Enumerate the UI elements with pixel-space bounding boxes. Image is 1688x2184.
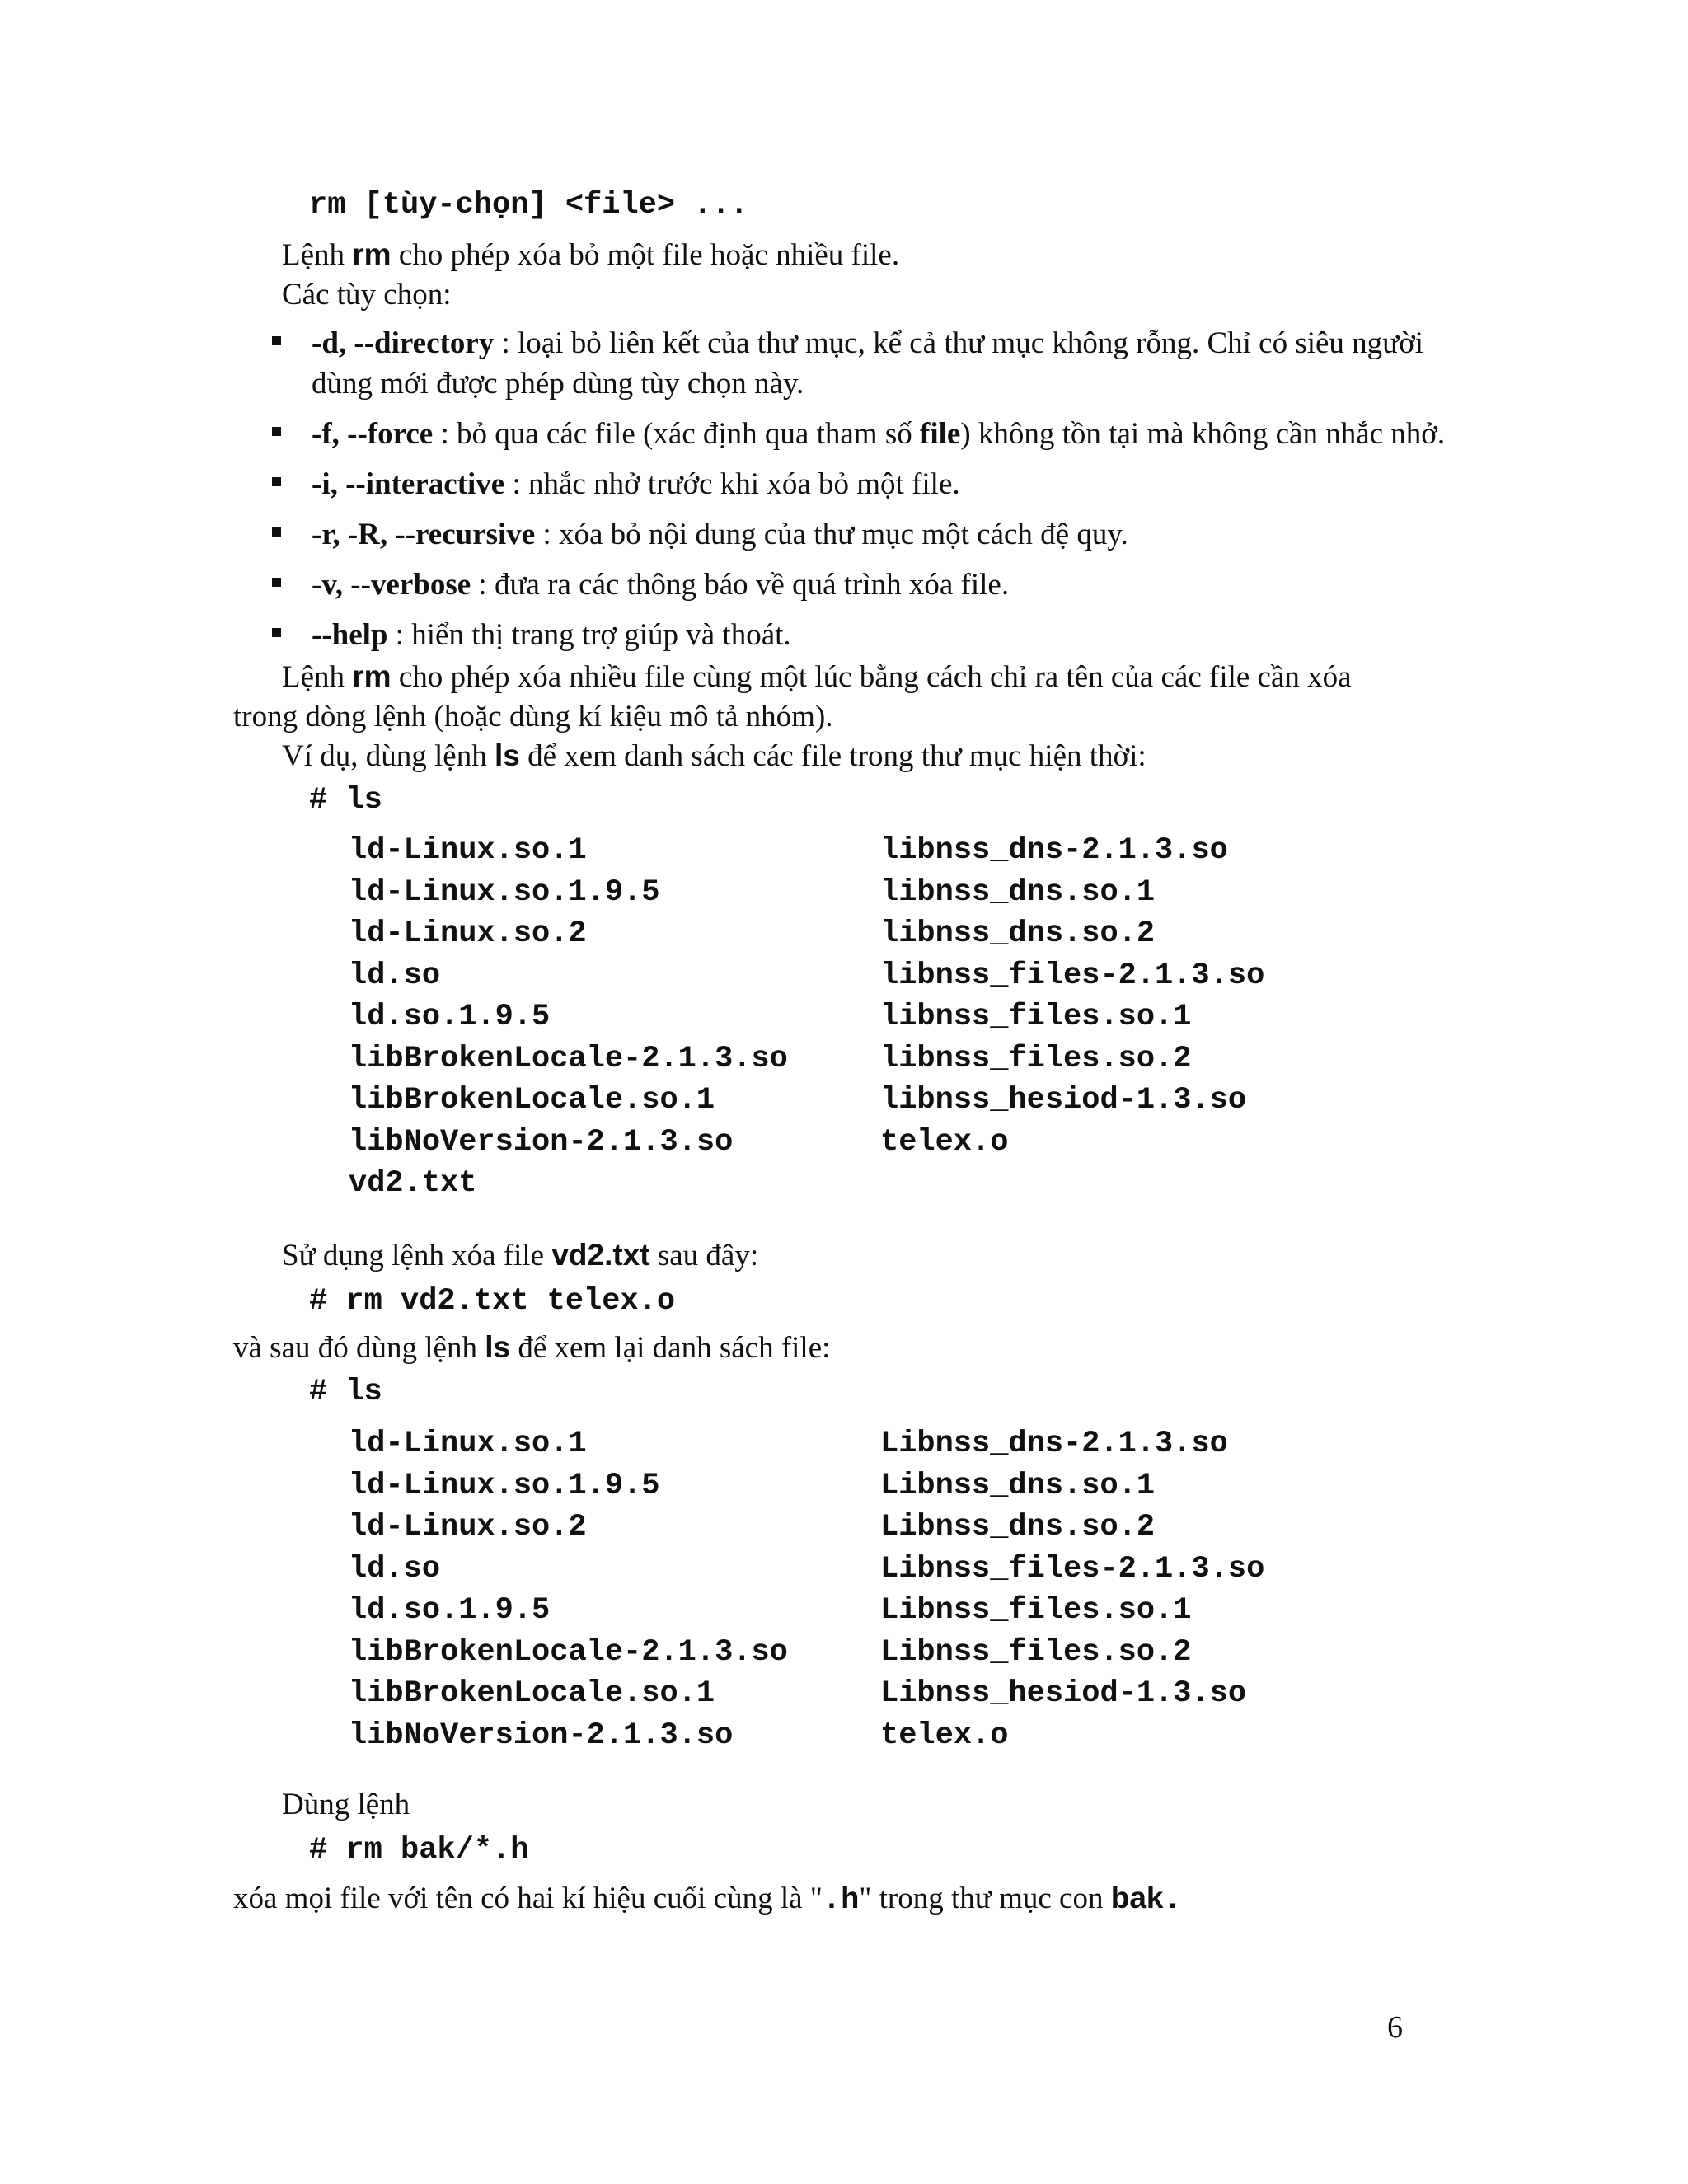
listing-2-right-column xyxy=(880,1423,1264,1756)
file-name: ld.so.1.9.5 xyxy=(349,1593,551,1628)
option-flag: -r, -R, --recursive xyxy=(312,518,536,551)
example-line xyxy=(282,738,1146,774)
para-text-tail: cho phép xóa nhiều file cùng một lúc bằng cách chỉ ra tên của các file cần xóa xyxy=(391,660,1352,694)
option-flag: -f, --force xyxy=(312,417,434,451)
bullet-icon xyxy=(272,628,281,637)
after-text: và sau đó dùng lệnh xyxy=(233,1331,485,1365)
final-text-mid: " trong thư mục con xyxy=(859,1882,1111,1915)
option-desc: : đưa ra các thông báo về quá trình xóa file. xyxy=(471,568,1010,602)
file-name: ld.so xyxy=(349,958,441,993)
options-list xyxy=(272,323,1467,665)
option-desc-tail: ) không tồn tại mà không cần nhắc nhở. xyxy=(960,417,1446,451)
file-name: libnss_dns-2.1.3.so xyxy=(880,833,1228,868)
file-name: libBrokenLocale-2.1.3.so xyxy=(349,1041,788,1076)
option-desc: : hiển thị trang trợ giúp và thoát. xyxy=(387,618,791,652)
directory-name: bak xyxy=(1110,1881,1164,1915)
file-name: vd2.txt xyxy=(349,1166,477,1201)
file-name: ld-Linux.so.1 xyxy=(349,1427,587,1461)
option-item xyxy=(272,615,1467,655)
after-text-tail: để xem lại danh sách file: xyxy=(510,1331,831,1365)
file-name: telex.o xyxy=(880,1124,1009,1160)
file-name: libBrokenLocale-2.1.3.so xyxy=(349,1634,788,1670)
file-name: libNoVersion-2.1.3.so xyxy=(349,1718,734,1753)
use-command-line: Dùng lệnh xyxy=(282,1788,410,1821)
bullet-icon xyxy=(272,336,281,345)
extension-code: .h xyxy=(822,1883,860,1918)
file-name: Libnss_files.so.2 xyxy=(880,1634,1192,1670)
ls-command: ls xyxy=(494,738,520,772)
file-name: libNoVersion-2.1.3.so xyxy=(349,1124,734,1160)
option-desc: : loại bỏ liên kết của thư mục, kể cả thư mục không rỗng. Chỉ có siêu người dùng mới được phép dùng tùy chọn này. xyxy=(312,326,1424,401)
file-name: Libnss_files.so.1 xyxy=(880,1593,1192,1628)
file-name: Libnss_files-2.1.3.so xyxy=(880,1551,1265,1586)
file-name: libnss_files-2.1.3.so xyxy=(880,958,1265,993)
use-rm-text: Sử dụng lệnh xóa file xyxy=(282,1239,552,1272)
listing-1-left-column xyxy=(349,830,788,1205)
intro-text: Lệnh xyxy=(282,238,353,272)
command-ls-2: # ls xyxy=(309,1375,382,1409)
command-rm-bak: # rm bak/*.h xyxy=(309,1833,529,1868)
file-name: libBrokenLocale.so.1 xyxy=(349,1083,715,1118)
bullet-icon xyxy=(272,527,281,537)
option-desc: : xóa bỏ nội dung của thư mục một cách đệ quy. xyxy=(535,518,1128,551)
option-flag: --help xyxy=(312,618,388,652)
option-flag: -i, --interactive xyxy=(312,467,505,501)
file-name: libnss_files.so.2 xyxy=(880,1041,1192,1076)
rm-command: rm xyxy=(352,237,392,271)
file-name: ld-Linux.so.1 xyxy=(349,833,587,868)
file-name: ld.so.1.9.5 xyxy=(349,1000,551,1034)
ls-command: ls xyxy=(485,1330,511,1364)
use-rm-line xyxy=(282,1238,758,1273)
file-name: Libnss_dns-2.1.3.so xyxy=(880,1427,1228,1461)
file-name: ld-Linux.so.2 xyxy=(349,916,587,951)
file-name: ld-Linux.so.2 xyxy=(349,1510,587,1544)
rm-command: rm xyxy=(352,659,392,693)
file-name: ld.so xyxy=(349,1551,441,1586)
file-name-emphasis: vd2.txt xyxy=(551,1238,650,1272)
file-name: libnss_files.so.1 xyxy=(880,1000,1192,1034)
option-item xyxy=(272,323,1467,404)
example-text: Ví dụ, dùng lệnh xyxy=(282,739,495,773)
option-desc: : nhắc nhở trước khi xóa bỏ một file. xyxy=(504,467,960,501)
multi-delete-line-1 xyxy=(282,659,1352,695)
option-item xyxy=(272,414,1467,454)
page-number: 6 xyxy=(1387,2010,1403,2045)
final-text: xóa mọi file với tên có hai kí hiệu cuối cùng là " xyxy=(233,1882,823,1915)
option-item xyxy=(272,514,1467,555)
intro-text-tail: cho phép xóa bỏ một file hoặc nhiều file. xyxy=(391,238,900,272)
para-text: Lệnh xyxy=(282,660,353,694)
example-text-tail: để xem danh sách các file trong thư mục hiện thời: xyxy=(519,739,1146,773)
after-line xyxy=(233,1330,830,1366)
bullet-icon xyxy=(272,427,281,436)
file-name: libnss_hesiod-1.3.so xyxy=(880,1083,1247,1118)
option-flag: -d, --directory xyxy=(312,326,495,360)
option-flag: -v, --verbose xyxy=(312,568,471,602)
command-ls-1: # ls xyxy=(309,783,382,818)
file-name: libnss_dns.so.1 xyxy=(880,874,1156,910)
option-desc-bold: file xyxy=(920,417,961,451)
file-name: libBrokenLocale.so.1 xyxy=(349,1676,715,1711)
file-name: Libnss_hesiod-1.3.so xyxy=(880,1676,1247,1711)
file-name: Libnss_dns.so.2 xyxy=(880,1510,1156,1544)
bullet-icon xyxy=(272,477,281,486)
file-name: telex.o xyxy=(880,1718,1009,1753)
option-item xyxy=(272,565,1467,605)
file-name: Libnss_dns.so.1 xyxy=(880,1468,1156,1503)
syntax-line: rm [tùy-chọn] <file> ... xyxy=(309,188,748,223)
final-period: . xyxy=(1163,1883,1182,1918)
option-item xyxy=(272,464,1467,504)
file-name: ld-Linux.so.1.9.5 xyxy=(349,874,660,910)
option-desc: : bỏ qua các file (xác định qua tham số xyxy=(433,417,920,451)
file-name: ld-Linux.so.1.9.5 xyxy=(349,1468,660,1503)
intro-line-1 xyxy=(282,237,899,273)
use-rm-text-tail: sau đây: xyxy=(649,1239,759,1272)
listing-2-left-column xyxy=(349,1423,788,1756)
file-name: libnss_dns.so.2 xyxy=(880,916,1156,951)
command-rm: # rm vd2.txt telex.o xyxy=(309,1284,676,1319)
bullet-icon xyxy=(272,578,281,587)
options-heading: Các tùy chọn: xyxy=(282,278,452,312)
final-line xyxy=(233,1881,1182,1918)
listing-1-right-column xyxy=(880,830,1264,1163)
multi-delete-line-2: trong dòng lệnh (hoặc dùng kí kiệu mô tả nhóm). xyxy=(233,700,833,733)
